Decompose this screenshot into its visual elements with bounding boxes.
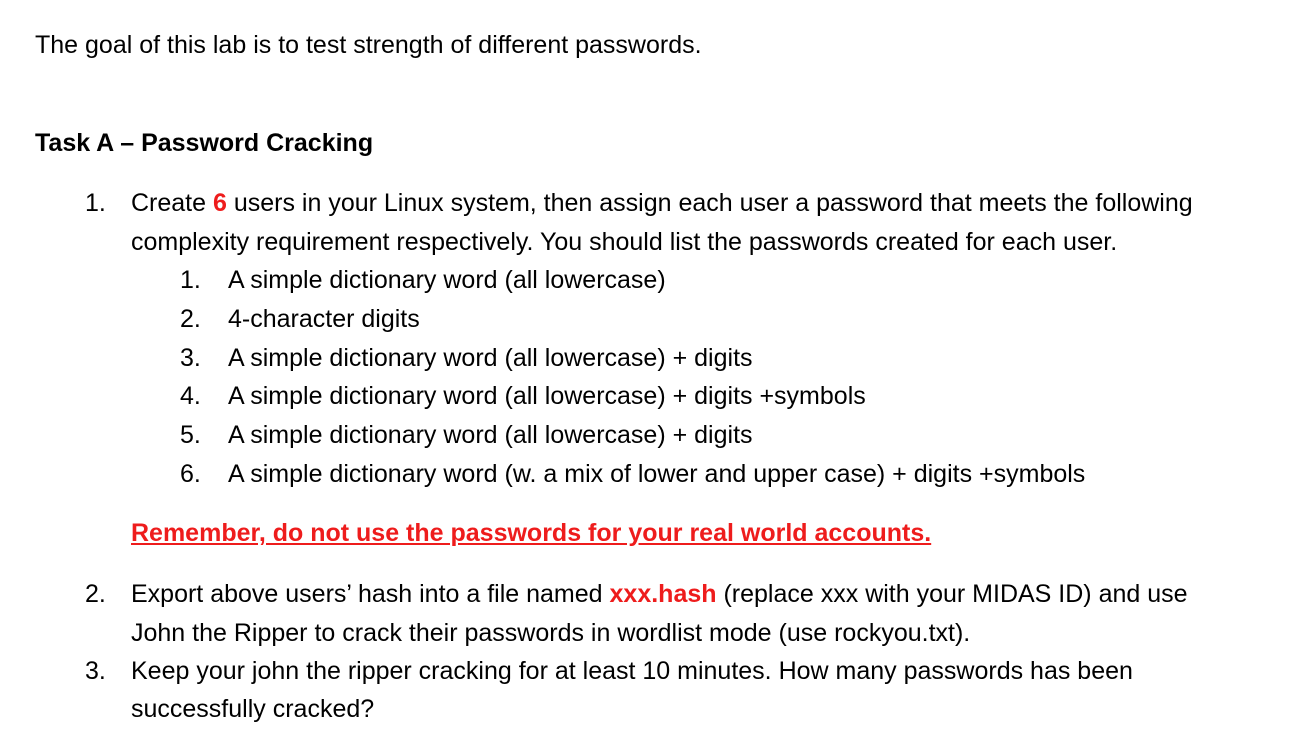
sub-item-text: A simple dictionary word (w. a mix of lower and upper case) + digits +symbols (228, 460, 1086, 488)
sub-item-number: 4. (180, 382, 201, 410)
warning-text: Remember, do not use the passwords for your real world accounts. (131, 519, 932, 547)
highlight-number: 6 (212, 189, 227, 217)
item-text-line: complexity requirement respectively. You should list the passwords created for each user. (131, 228, 1118, 256)
sub-item-text: 4-character digits (228, 305, 420, 333)
sub-item-text: A simple dictionary word (all lowercase) (228, 266, 666, 294)
item-number: 1. (85, 189, 106, 217)
item-text-line: Create 6 users in your Linux system, then assign each user a password that meets the following (131, 189, 1193, 217)
sub-item-text: A simple dictionary word (all lowercase) + digits +symbols (228, 382, 866, 410)
sub-item-number: 3. (180, 344, 201, 372)
sub-item-text: A simple dictionary word (all lowercase) + digits (228, 421, 753, 449)
sub-item-number: 2. (180, 305, 201, 333)
intro-text: The goal of this lab is to test strength of different passwords. (35, 31, 702, 59)
sub-item-number: 1. (180, 266, 201, 294)
highlight-filename: xxx.hash (609, 580, 717, 608)
sub-item-number: 6. (180, 460, 201, 488)
task-heading: Task A – Password Cracking (35, 129, 374, 157)
item-number: 2. (85, 580, 106, 608)
item-text-line: successfully cracked? (131, 695, 375, 723)
item-text-line: John the Ripper to crack their passwords in wordlist mode (use rockyou.txt). (131, 619, 971, 647)
sub-item-text: A simple dictionary word (all lowercase) + digits (228, 344, 753, 372)
item-number: 3. (85, 657, 106, 685)
sub-item-number: 5. (180, 421, 201, 449)
item-text-line: Keep your john the ripper cracking for at least 10 minutes. How many passwords has been (131, 657, 1133, 685)
item-text-line: Export above users’ hash into a file named xxx.hash (replace xxx with your MIDAS ID) and use (131, 580, 1188, 608)
